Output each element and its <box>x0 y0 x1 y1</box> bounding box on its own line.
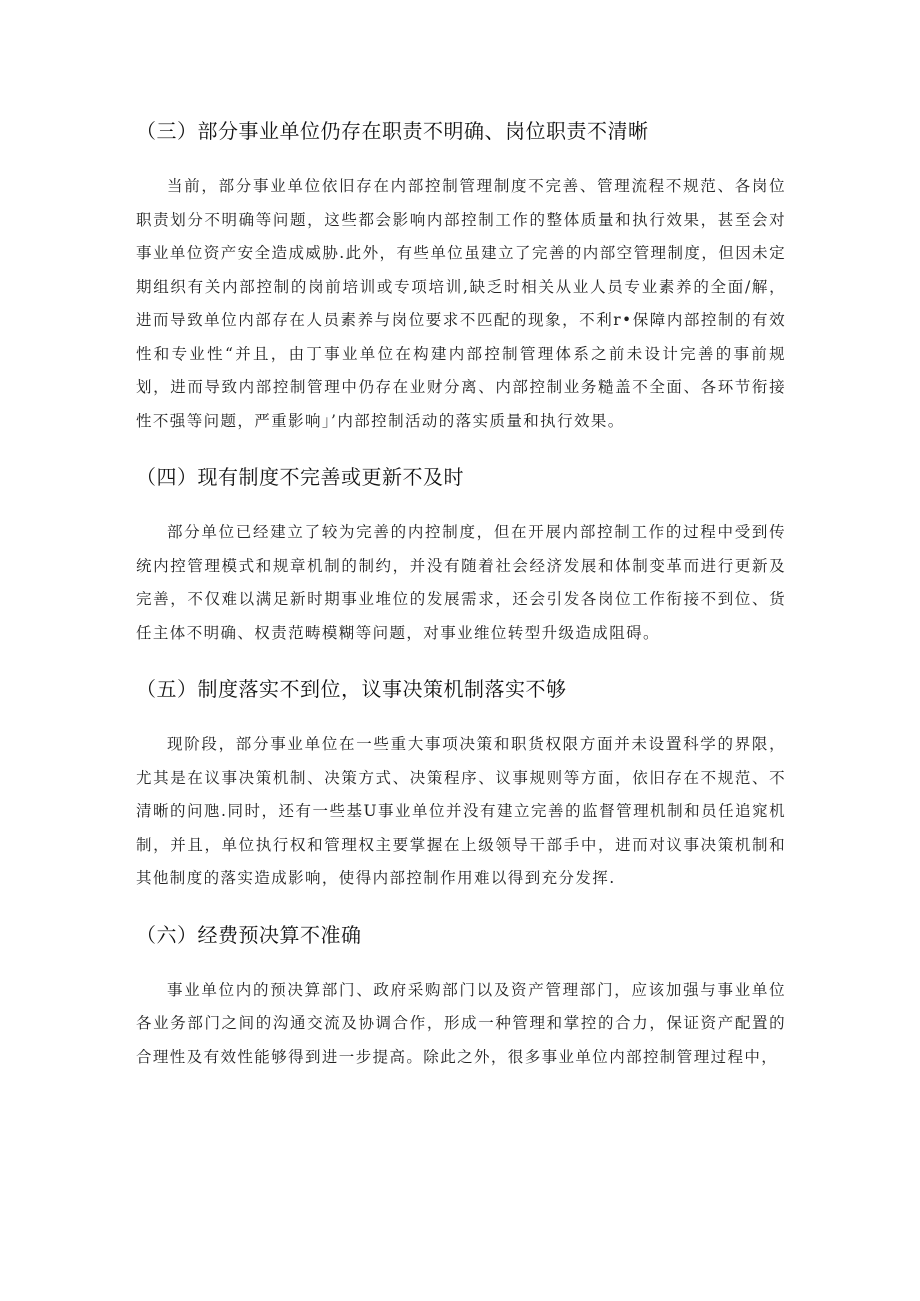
spacer <box>136 146 786 170</box>
spacer <box>136 492 786 516</box>
document-body <box>136 112 786 1074</box>
spacer <box>136 704 786 728</box>
section-paragraph-5: 现阶段，部分事业单位在一些重大事项决策和职货权限方面并未设置科学的界限，尤其是在议事决策机制、决策方式、决策程序、议事规则等方面，依旧存在不规范、不清晰的问虺.同时，还有一些基U事业单位并没有建立完善的监督管理机制和员任追窕机制，并且，单位执行权和管理权主要掌握在上级领导干部手中，进而对议事决策机制和其他制度的落实造成影响，使得内部控制作用难以得到充分发挥. <box>136 735 786 887</box>
section-paragraph-4: 部分单位已经建立了较为完善的内控制度，但在开展内部控制工作的过程中受到传统内控管理模式和规章机制的制约，并没有随着社会经济发展和体制变革而进行更新及完善，不仅难以满足新时期事业堆位的发展需求，还会引发各岗位工作衔接不到位、货任主体不明确、权责范畴模糊等问题，对事业维位转型升级造成阻碍。 <box>136 523 786 642</box>
spacer <box>136 438 786 462</box>
section-heading-3: （三）部分事业单位仍存在职责不明确、岗位职责不清晰 <box>136 119 649 143</box>
section-heading-5: （五）制度落实不到位，议事决策机制落实不够 <box>136 677 567 701</box>
section-heading-6: （六）经费预决算不准确 <box>136 922 362 947</box>
spacer <box>136 950 786 974</box>
spacer <box>136 896 786 920</box>
section-heading-4: （四）现有制度不完善或更新不及时 <box>136 465 464 489</box>
section-paragraph-6: 事业单位内的预决算部门、政府采购部门以及资产管理部门，应该加强与事业单位各业务部门之间的沟通交流及协调合作，形成一种管理和掌控的合力，保证资产配置的合理性及有效性能够得到进一步提高。除此之外，很多事业单位内部控制管理过程中， <box>136 980 786 1066</box>
section-paragraph-3: 当前，部分事业单位依旧存在内部控制管理制度不完善、管理流程不规范、各岗位职责划分不明确等问题，这些都会影响内部控制工作的整体质量和执行效果，甚至会对事业单位资产安全造成威胁.此外，有些单位虽建立了完善的内部空管理制度，但因未定期组织有关内部控制的岗前培训或专项培训,缺乏时相关从业人员专业素养的全面/解，进而导致单位内部存在人员素养与岗位要求不匹配的现象，不利r•保障内部控制的有效性和专业性“并且，由丁事业单位在构建内部控制管理体系之前未设计完善的事前规划，进而导致内部控制管理中仍存在业财分离、内部控制业务糙盖不全面、各环节衔接性不强等问题，严重影响」’内部控制活动的落实质量和执行效果。 <box>136 177 786 430</box>
spacer <box>136 650 786 674</box>
